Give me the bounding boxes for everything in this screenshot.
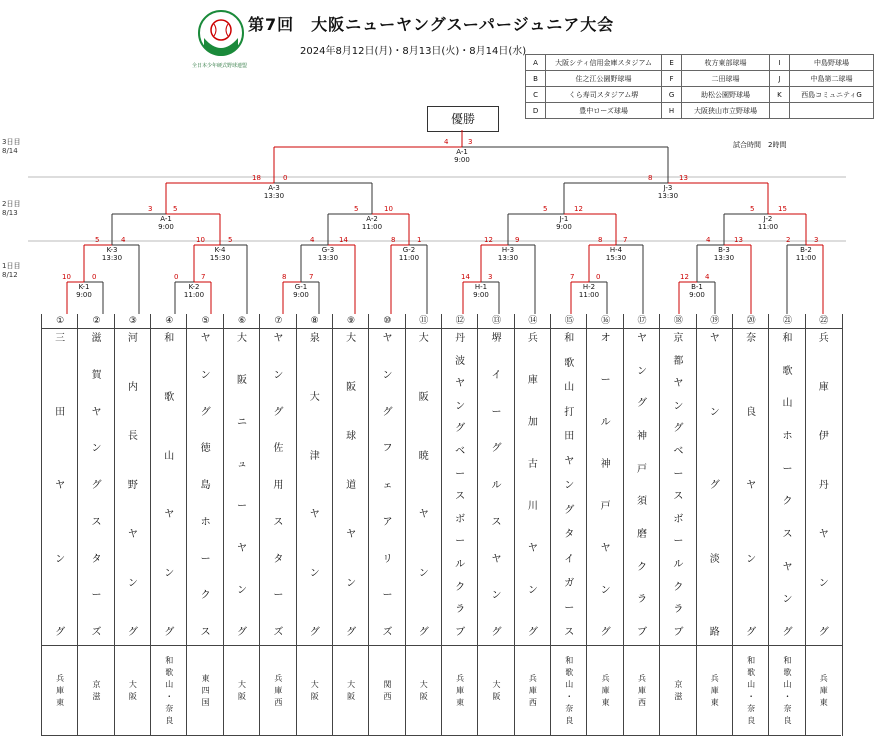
team-number: ⑩ [369,314,405,329]
game-time: 11:00 [578,291,600,299]
score-left: 4 [444,138,449,146]
team-name: 兵 庫 伊 丹 ヤ ン グ [818,333,829,638]
team-region: 兵 庫 東 [442,645,478,736]
team-column [586,314,623,736]
team-region: 東 四 国 [187,645,223,736]
game-time: 13:30 [657,192,679,200]
game-id: H-4 [609,246,623,254]
venue-name: 二田球場 [682,71,770,87]
team-column [477,314,514,736]
game-time: 13:30 [263,192,285,200]
team-column [623,314,660,736]
game-label [694,246,754,262]
team-column [550,314,587,736]
game-time: 15:30 [605,254,627,262]
score-right: 7 [623,236,628,244]
team-name: 和 歌 山 打 田 ヤ ン グ タ イ ガ ー ス [564,333,575,638]
game-label [534,215,594,231]
team-region: 大 阪 [297,645,333,736]
team-column [77,314,114,736]
team-name: 兵 庫 加 古 川 ヤ ン グ [527,333,538,638]
score-left: 12 [484,236,493,244]
game-time: 13:30 [497,254,519,262]
team-number: ⑧ [297,314,333,329]
game-id: J-2 [763,215,773,223]
score-right: 3 [488,273,493,281]
team-number: ⑦ [260,314,296,329]
game-label [667,283,727,299]
team-region: 兵 庫 東 [806,645,842,736]
score-right: 9 [515,236,520,244]
game-id: H-1 [474,283,488,291]
team-number: ⑳ [733,314,769,329]
team-column [805,314,843,736]
game-label [136,215,196,231]
game-id: A-3 [268,184,280,192]
game-id: J-1 [559,215,569,223]
score-left: 2 [786,236,791,244]
game-label [298,246,358,262]
team-region: 京 滋 [78,645,114,736]
team-region: 大 阪 [115,645,151,736]
game-id: K-3 [106,246,118,254]
team-name: 和 歌 山 ホ ー ク ス ヤ ン グ [782,333,793,638]
team-number: ② [78,314,114,329]
team-number: ⑪ [406,314,442,329]
score-right: 3 [814,236,819,244]
team-number: ⑥ [224,314,260,329]
score-left: 5 [95,236,100,244]
score-right: 7 [201,273,206,281]
score-right: 4 [121,236,126,244]
team-number: ⑱ [660,314,696,329]
score-left: 3 [148,205,153,213]
team-column [259,314,296,736]
team-region: 兵 庫 東 [587,645,623,736]
game-time: 13:30 [317,254,339,262]
team-column [696,314,733,736]
team-region: 兵 庫 東 [697,645,733,736]
team-name: 滋 賀 ヤ ン グ ス タ ー ズ [91,333,102,638]
game-time: 9:00 [556,223,572,231]
team-number: ① [42,314,78,329]
team-region: 兵 庫 西 [260,645,296,736]
team-name: 三 田 ヤ ン グ [55,333,66,638]
score-right: 0 [92,273,97,281]
team-column [186,314,223,736]
score-right: 5 [228,236,233,244]
score-right: 13 [679,174,688,182]
team-column [768,314,805,736]
team-region: 兵 庫 西 [624,645,660,736]
team-name: 丹 波 ヤ ン グ ベ ー ス ボ ー ル ク ラ ブ [455,333,466,638]
game-time: 9:00 [293,291,309,299]
day2-label: 2日目 8/13 [2,200,21,217]
score-right: 0 [283,174,288,182]
team-number: ⑬ [478,314,514,329]
score-right: 13 [734,236,743,244]
game-id: H-2 [582,283,596,291]
venue-name: 大阪狭山市立野球場 [682,103,770,119]
team-column [332,314,369,736]
team-region: 大 阪 [224,645,260,736]
game-label [432,148,492,164]
day1-label: 1日目 8/12 [2,262,21,279]
score-left: 10 [62,273,71,281]
team-number: ㉑ [769,314,805,329]
venue-code: C [526,87,546,103]
score-left: 8 [282,273,287,281]
team-name: 堺 イ ー グ ル ス ヤ ン グ [491,333,502,638]
champion-box: 優勝 [427,106,499,132]
venue-name: 西島コミュニティG [789,87,873,103]
score-right: 15 [778,205,787,213]
game-label [54,283,114,299]
game-label [776,246,836,262]
score-right: 0 [596,273,601,281]
score-right: 14 [339,236,348,244]
team-name: 奈 良 ヤ ン グ [746,333,757,638]
team-column [296,314,333,736]
game-time: 9:00 [689,291,705,299]
game-time: 11:00 [795,254,817,262]
game-time: 9:00 [158,223,174,231]
team-column [441,314,478,736]
score-right: 5 [173,205,178,213]
venue-name: 豊中ローズ球場 [546,103,662,119]
team-name: 和 歌 山 ヤ ン グ [164,333,175,638]
venue-code: D [526,103,546,119]
team-number: ⑨ [333,314,369,329]
game-id: A-1 [160,215,172,223]
game-time: 11:00 [183,291,205,299]
team-region: 和 歌 山 ・ 奈 良 [151,645,187,736]
game-id: K-2 [188,283,200,291]
score-left: 12 [680,273,689,281]
team-name: ヤ ン グ 佐 用 ス タ ー ズ [273,333,284,638]
score-left: 18 [252,174,261,182]
venue-code: G [662,87,682,103]
score-left: 4 [706,236,711,244]
score-left: 8 [598,236,603,244]
team-name: オ ー ル 神 戸 ヤ ン グ [600,333,611,638]
game-label [379,246,439,262]
game-id: G-1 [294,283,308,291]
venue-code: I [769,55,789,71]
venue-code: E [662,55,682,71]
score-left: 5 [750,205,755,213]
game-id: J-3 [663,184,673,192]
team-region: 和 歌 山 ・ 奈 良 [551,645,587,736]
game-label [559,283,619,299]
team-name: 河 内 長 野 ヤ ン グ [127,333,138,638]
team-region: 大 阪 [406,645,442,736]
game-label [586,246,646,262]
game-id: B-3 [718,246,730,254]
team-column [150,314,187,736]
team-column [41,314,78,736]
game-label [451,283,511,299]
game-id: A-1 [456,148,468,156]
team-column [223,314,260,736]
team-number: ⑭ [515,314,551,329]
team-name: 大 阪 球 道 ヤ ン グ [346,333,357,638]
bracket-lines [0,0,874,330]
venue-code: H [662,103,682,119]
game-id: G-3 [321,246,335,254]
score-left: 8 [391,236,396,244]
game-time: 11:00 [361,223,383,231]
score-left: 5 [543,205,548,213]
game-label [738,215,798,231]
game-label [190,246,250,262]
team-name: 泉 大 津 ヤ ン グ [309,333,320,638]
team-number: ⑤ [187,314,223,329]
game-label [82,246,142,262]
game-time: 9:00 [454,156,470,164]
venue-name: 中島第二球場 [789,71,873,87]
game-time: 15:30 [209,254,231,262]
team-grid [41,314,841,736]
game-time: 13:30 [101,254,123,262]
score-right: 12 [574,205,583,213]
score-left: 0 [174,273,179,281]
game-id: K-1 [78,283,90,291]
game-time: 9:00 [76,291,92,299]
event-dates: 2024年8月12日(月)・8月13日(火)・8月14日(水) [300,46,527,57]
game-id: H-3 [501,246,515,254]
page-title: 第7回 大阪ニューヤングスーパージュニア大会 [248,15,615,34]
venue-name: 大阪シティ信用金庫スタジアム [546,55,662,71]
day3-label: 3日目 8/14 [2,138,21,155]
team-column [114,314,151,736]
team-region: 大 阪 [478,645,514,736]
game-id: B-1 [691,283,703,291]
score-right: 3 [468,138,473,146]
team-region: 関 西 [369,645,405,736]
venue-name: くら寿司スタジアム堺 [546,87,662,103]
team-name: ヤ ン グ フ ェ ア リ ー ズ [382,333,393,638]
score-right: 4 [705,273,710,281]
team-region: 大 阪 [333,645,369,736]
team-number: ⑯ [587,314,623,329]
game-id: A-2 [366,215,378,223]
team-column [405,314,442,736]
game-id: B-2 [800,246,812,254]
team-number: ③ [115,314,151,329]
team-column [368,314,405,736]
game-label [244,184,304,200]
venue-name: 住之江公園野球場 [546,71,662,87]
score-left: 7 [570,273,575,281]
team-region: 和 歌 山 ・ 奈 良 [733,645,769,736]
game-id: K-4 [214,246,226,254]
team-number: ⑮ [551,314,587,329]
team-name: ヤ ン グ 淡 路 [709,333,720,638]
team-name: 大 阪 暁 ヤ ン グ [418,333,429,638]
score-left: 14 [461,273,470,281]
venue-code: J [769,71,789,87]
game-label [342,215,402,231]
game-id: G-2 [402,246,416,254]
score-right: 1 [417,236,422,244]
team-number: ④ [151,314,187,329]
team-column [514,314,551,736]
score-right: 10 [384,205,393,213]
venue-code: K [769,87,789,103]
team-region: 京 滋 [660,645,696,736]
game-time: 9:00 [473,291,489,299]
score-left: 10 [196,236,205,244]
team-name: ヤ ン グ 徳 島 ホ ー ク ス [200,333,211,638]
game-time: 13:30 [713,254,735,262]
venue-code: B [526,71,546,87]
team-column [659,314,696,736]
game-time: 11:00 [757,223,779,231]
game-label [638,184,698,200]
logo-caption: 全日本少年硬式野球連盟 [192,63,248,69]
match-time-note: 試合時間 2時間 [733,141,787,149]
game-label [164,283,224,299]
score-left: 8 [648,174,653,182]
team-column [732,314,769,736]
team-region: 兵 庫 東 [42,645,78,736]
game-label [478,246,538,262]
grid-bottom-border [41,735,841,736]
score-left: 5 [354,205,359,213]
team-number: ⑲ [697,314,733,329]
game-time: 11:00 [398,254,420,262]
score-right: 7 [309,273,314,281]
venue-name: 枚方東部球場 [682,55,770,71]
venue-code: F [662,71,682,87]
team-name: ヤ ン グ 神 戸 須 磨 ク ラ ブ [636,333,647,638]
venue-code: A [526,55,546,71]
team-number: ⑰ [624,314,660,329]
team-region: 兵 庫 西 [515,645,551,736]
venue-name: 中島野球場 [789,55,873,71]
score-left: 4 [310,236,315,244]
team-name: 京 都 ヤ ン グ ベ ー ス ボ ー ル ク ラ ブ [673,333,684,638]
team-name: 大 阪 ニ ュ ー ヤ ン グ [236,333,247,638]
game-label [271,283,331,299]
team-number: ㉒ [806,314,842,329]
team-number: ⑫ [442,314,478,329]
venue-name: 助松公園野球場 [682,87,770,103]
team-region: 和 歌 山 ・ 奈 良 [769,645,805,736]
